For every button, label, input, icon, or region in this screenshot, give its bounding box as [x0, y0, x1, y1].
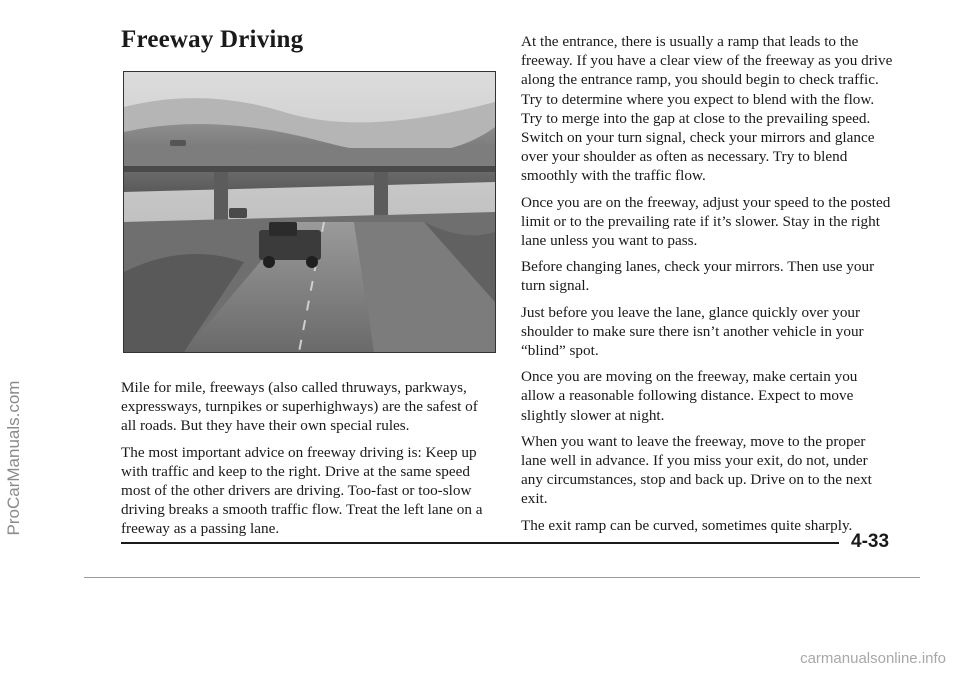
- footer-watermark: carmanualsonline.info: [800, 650, 946, 667]
- page-edge-rule: [84, 577, 920, 578]
- left-column: [121, 378, 493, 546]
- paragraph: Mile for mile, freeways (also called thruways, parkways, expressways, turnpikes or superhighways) are the safest of all roads. But they have their own special rules.: [121, 379, 478, 435]
- paragraph: Once you are on the freeway, adjust your speed to the posted limit or to the prevailing rate if it’s slower. Stay in the right lane unless you want to pass.: [521, 193, 891, 250]
- paragraph: Before changing lanes, check your mirrors. Then use your turn signal.: [521, 258, 875, 295]
- page-title: Freeway Driving: [121, 26, 304, 53]
- page-number: 4-33: [851, 531, 890, 552]
- footer-rule: [121, 542, 839, 544]
- paragraph: The exit ramp can be curved, sometimes quite sharply.: [521, 516, 853, 534]
- paragraph: The most important advice on freeway driving is: Keep up with traffic and keep to the right. Drive at the same speed most of the other drivers are driving. Too-fast or too-slow driving breaks a smooth traffic flow. Treat the left lane on a freeway as a passing lane.: [121, 443, 483, 538]
- paragraph: Just before you leave the lane, glance quickly over your shoulder to make sure there isn’t another vehicle in your “blind” spot.: [521, 303, 864, 360]
- freeway-photo: [123, 71, 496, 353]
- paragraph: Once you are moving on the freeway, make certain you allow a reasonable following distance. Expect to move slightly slower at night.: [521, 368, 858, 424]
- right-column: [521, 32, 893, 542]
- freeway-illustration: [124, 72, 495, 352]
- paragraph: When you want to leave the freeway, move to the proper lane well in advance. If you miss your exit, do not, under any circumstances, stop and back up. Drive on to the next exit.: [521, 432, 872, 508]
- side-watermark-text: ProCarManuals.com: [4, 380, 23, 535]
- paragraph: At the entrance, there is usually a ramp that leads to the freeway. If you have a clear view of the freeway as you drive along the entrance ramp, you should begin to check traffic. Try to determine where you expect to blend with the flow. Try to merge into the gap at close to the prevailing speed. Switch on your turn signal, check your mirrors and glance over your shoulder as often as necessary. Try to blend smoothly with the traffic flow.: [521, 33, 893, 185]
